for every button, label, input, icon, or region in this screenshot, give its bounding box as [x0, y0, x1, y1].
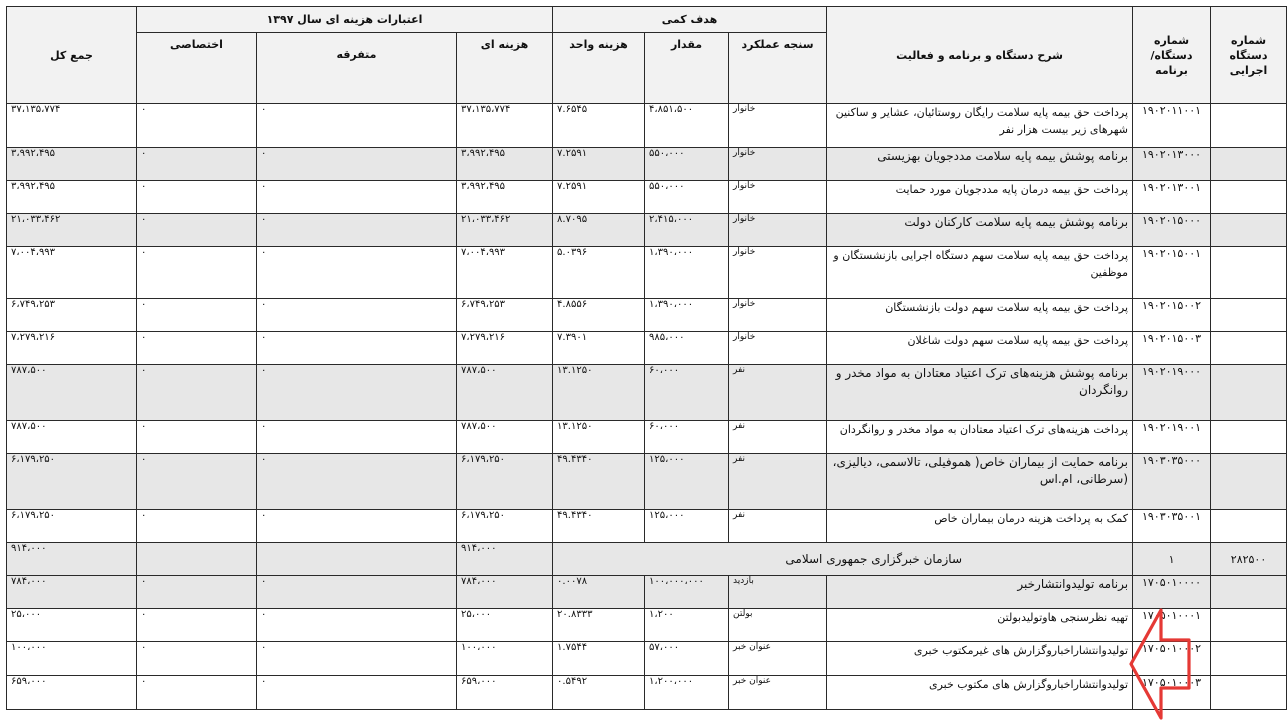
unit-cost-cell: ۲۰.۸۳۳۳	[553, 609, 645, 642]
description-cell: برنامه پوشش بیمه پایه سلامت مددجویان بهزیستی	[827, 148, 1133, 181]
exec-no-cell	[1211, 148, 1287, 181]
table-row	[7, 676, 1287, 710]
total-cell: ۲۱،۰۳۳،۴۶۲	[7, 214, 137, 247]
quantity-cell: ۱،۳۹۰،۰۰۰	[645, 299, 729, 332]
metric-cell: خانوار	[729, 299, 827, 332]
unit-cost-cell: ۱۳.۱۲۵۰	[553, 365, 645, 421]
exclusive-cell: ۰	[137, 214, 257, 247]
exclusive-cell: ۰	[137, 609, 257, 642]
quantity-cell: ۴،۸۵۱،۵۰۰	[645, 104, 729, 148]
device-code-cell: ۱۷۰۵۰۱۰۰۰۳	[1133, 676, 1211, 710]
expense-cell: ۳،۹۹۲،۴۹۵	[457, 148, 553, 181]
total-cell: ۳،۹۹۲،۴۹۵	[7, 181, 137, 214]
total-cell: ۳۷،۱۳۵،۷۷۴	[7, 104, 137, 148]
exec-no-cell	[1211, 181, 1287, 214]
quantity-cell: ۵۵۰،۰۰۰	[645, 181, 729, 214]
total-cell: ۷،۲۷۹،۲۱۶	[7, 332, 137, 365]
unit-cost-cell: ۸.۷۰۹۵	[553, 214, 645, 247]
metric-cell: بازدید	[729, 576, 827, 609]
exec-no-cell	[1211, 247, 1287, 299]
metric-cell: خانوار	[729, 104, 827, 148]
header-target-group: هدف کمی	[553, 7, 827, 33]
quantity-cell: ۱،۳۹۰،۰۰۰	[645, 247, 729, 299]
header-exclusive: اختصاصی	[137, 33, 257, 104]
unit-cost-cell: ۷.۶۵۴۵	[553, 104, 645, 148]
misc-cell	[257, 543, 457, 576]
device-code-cell: ۱۹۰۲۰۱۹۰۰۰	[1133, 365, 1211, 421]
exclusive-cell: ۰	[137, 148, 257, 181]
device-code-cell: ۱۹۰۲۰۱۵۰۰۳	[1133, 332, 1211, 365]
misc-cell: ۰	[257, 299, 457, 332]
misc-cell: ۰	[257, 421, 457, 454]
device-code-cell: ۱۷۰۵۰۱۰۰۰۰	[1133, 576, 1211, 609]
table-row	[7, 299, 1287, 332]
metric-cell: خانوار	[729, 181, 827, 214]
total-cell: ۷،۰۰۴،۹۹۳	[7, 247, 137, 299]
quantity-cell: ۵۷،۰۰۰	[645, 642, 729, 676]
quantity-cell: ۶۰،۰۰۰	[645, 421, 729, 454]
expense-cell: ۷۸۷،۵۰۰	[457, 421, 553, 454]
misc-cell: ۰	[257, 576, 457, 609]
header-exec-no: شماره دستگاه اجرایی	[1211, 7, 1287, 104]
misc-cell: ۰	[257, 609, 457, 642]
expense-cell: ۳۷،۱۳۵،۷۷۴	[457, 104, 553, 148]
exec-no-cell	[1211, 676, 1287, 710]
misc-cell: ۰	[257, 365, 457, 421]
exclusive-cell: ۰	[137, 181, 257, 214]
misc-cell: ۰	[257, 214, 457, 247]
table-row	[7, 181, 1287, 214]
table-row	[7, 247, 1287, 299]
expense-cell: ۶،۷۴۹،۲۵۳	[457, 299, 553, 332]
quantity-cell: ۱،۲۰۰	[645, 609, 729, 642]
misc-cell: ۰	[257, 332, 457, 365]
misc-cell: ۰	[257, 676, 457, 710]
metric-cell: خانوار	[729, 148, 827, 181]
device-code-cell: ۱۹۰۲۰۱۵۰۰۰	[1133, 214, 1211, 247]
exec-no-cell	[1211, 332, 1287, 365]
table-row	[7, 454, 1287, 510]
metric-cell: خانوار	[729, 247, 827, 299]
quantity-cell: ۵۵۰،۰۰۰	[645, 148, 729, 181]
exec-no-cell	[1211, 421, 1287, 454]
expense-cell: ۹۱۴،۰۰۰	[457, 543, 553, 576]
description-cell: سازمان خبرگزاری جمهوری اسلامی	[553, 543, 1133, 576]
quantity-cell: ۲،۴۱۵،۰۰۰	[645, 214, 729, 247]
misc-cell: ۰	[257, 104, 457, 148]
expense-cell: ۱۰۰،۰۰۰	[457, 642, 553, 676]
unit-cost-cell: ۷.۳۹۰۱	[553, 332, 645, 365]
unit-cost-cell: ۱۳.۱۲۵۰	[553, 421, 645, 454]
quantity-cell: ۱،۲۰۰،۰۰۰	[645, 676, 729, 710]
description-cell: پرداخت حق بیمه پایه سلامت سهم دستگاه اجرایی بازنشستگان و موظفین	[827, 247, 1133, 299]
metric-cell: نفر	[729, 365, 827, 421]
total-cell: ۹۱۴،۰۰۰	[7, 543, 137, 576]
total-cell: ۷۸۷،۵۰۰	[7, 365, 137, 421]
total-cell: ۶،۱۷۹،۲۵۰	[7, 454, 137, 510]
table-row	[7, 510, 1287, 543]
exec-no-cell	[1211, 576, 1287, 609]
org-row	[7, 543, 1287, 576]
metric-cell: نفر	[729, 510, 827, 543]
device-code-cell: ۱۹۰۲۰۱۹۰۰۱	[1133, 421, 1211, 454]
exec-no-cell	[1211, 454, 1287, 510]
exclusive-cell: ۰	[137, 676, 257, 710]
unit-cost-cell: ۰.۵۴۹۲	[553, 676, 645, 710]
header-quantity: مقدار	[645, 33, 729, 104]
exclusive-cell: ۰	[137, 365, 257, 421]
metric-cell: خانوار	[729, 332, 827, 365]
device-code-cell: ۱۹۰۲۰۱۳۰۰۱	[1133, 181, 1211, 214]
device-code-cell: ۱۹۰۲۰۱۵۰۰۲	[1133, 299, 1211, 332]
unit-cost-cell: ۴.۸۵۵۶	[553, 299, 645, 332]
expense-cell: ۶۵۹،۰۰۰	[457, 676, 553, 710]
expense-cell: ۷۸۴،۰۰۰	[457, 576, 553, 609]
exclusive-cell: ۰	[137, 421, 257, 454]
unit-cost-cell: ۵.۰۳۹۶	[553, 247, 645, 299]
description-cell: تهیه نظرسنجی هاوتولیدبولتن	[827, 609, 1133, 642]
quantity-cell: ۹۸۵،۰۰۰	[645, 332, 729, 365]
table-body	[7, 104, 1287, 710]
description-cell: کمک به پرداخت هزینه درمان بیماران خاص	[827, 510, 1133, 543]
header-credits-group: اعتبارات هزینه ای سال ۱۳۹۷	[137, 7, 553, 33]
exec-no-cell	[1211, 214, 1287, 247]
exec-no-cell	[1211, 642, 1287, 676]
device-code-cell: ۱۷۰۵۰۱۰۰۰۱	[1133, 609, 1211, 642]
unit-cost-cell: ۱.۷۵۴۴	[553, 642, 645, 676]
description-cell: پرداخت هزینه‌های ترک اعتیاد معتادان به مواد مخدر و روانگردان	[827, 421, 1133, 454]
total-cell: ۶،۷۴۹،۲۵۳	[7, 299, 137, 332]
exec-no-cell	[1211, 609, 1287, 642]
metric-cell: نفر	[729, 454, 827, 510]
table-row	[7, 421, 1287, 454]
table-row	[7, 104, 1287, 148]
description-cell: برنامه حمایت از بیماران خاص( هموفیلی، تالاسمی، دیالیزی، (سرطانی، ام.اس	[827, 454, 1133, 510]
description-cell: برنامه پوشش هزینه‌های ترک اعتیاد معتادان به مواد مخدر و روانگردان	[827, 365, 1133, 421]
exclusive-cell: ۰	[137, 104, 257, 148]
device-code-cell: ۱	[1133, 543, 1211, 576]
expense-cell: ۷۸۷،۵۰۰	[457, 365, 553, 421]
total-cell: ۱۰۰،۰۰۰	[7, 642, 137, 676]
quantity-cell: ۱۲۵،۰۰۰	[645, 454, 729, 510]
unit-cost-cell: ۴۹.۴۳۴۰	[553, 454, 645, 510]
description-cell: تولیدوانتشاراخباروگزارش های غیرمکتوب خبری	[827, 642, 1133, 676]
table-row	[7, 214, 1287, 247]
unit-cost-cell: ۰.۰۰۷۸	[553, 576, 645, 609]
metric-cell: عنوان خبر	[729, 642, 827, 676]
exec-no-cell	[1211, 365, 1287, 421]
expense-cell: ۳،۹۹۲،۴۹۵	[457, 181, 553, 214]
header-device-no: شماره دستگاه/ برنامه	[1133, 7, 1211, 104]
expense-cell: ۷،۰۰۴،۹۹۳	[457, 247, 553, 299]
device-code-cell: ۱۹۰۳۰۳۵۰۰۱	[1133, 510, 1211, 543]
table-row	[7, 365, 1287, 421]
total-cell: ۶۵۹،۰۰۰	[7, 676, 137, 710]
exec-no-cell	[1211, 104, 1287, 148]
left-arrow-icon	[1128, 604, 1192, 724]
exclusive-cell	[137, 543, 257, 576]
header-unit-cost: هزینه واحد	[553, 33, 645, 104]
description-cell: برنامه تولیدوانتشارخبر	[827, 576, 1133, 609]
header-total: جمع کل	[7, 7, 137, 104]
header-expense: هزینه ای	[457, 33, 553, 104]
metric-cell: خانوار	[729, 214, 827, 247]
budget-table	[6, 6, 1287, 710]
unit-cost-cell: ۷.۲۵۹۱	[553, 181, 645, 214]
quantity-cell: ۶۰،۰۰۰	[645, 365, 729, 421]
total-cell: ۷۸۷،۵۰۰	[7, 421, 137, 454]
device-code-cell: ۱۹۰۳۰۳۵۰۰۰	[1133, 454, 1211, 510]
device-code-cell: ۱۹۰۲۰۱۵۰۰۱	[1133, 247, 1211, 299]
expense-cell: ۷،۲۷۹،۲۱۶	[457, 332, 553, 365]
device-code-cell: ۱۹۰۲۰۱۳۰۰۰	[1133, 148, 1211, 181]
unit-cost-cell: ۴۹.۴۳۴۰	[553, 510, 645, 543]
expense-cell: ۲۵،۰۰۰	[457, 609, 553, 642]
exclusive-cell: ۰	[137, 510, 257, 543]
exclusive-cell: ۰	[137, 332, 257, 365]
expense-cell: ۲۱،۰۳۳،۴۶۲	[457, 214, 553, 247]
device-code-cell: ۱۷۰۵۰۱۰۰۰۲	[1133, 642, 1211, 676]
header-description: شرح دستگاه و برنامه و فعالیت	[827, 7, 1133, 104]
exclusive-cell: ۰	[137, 299, 257, 332]
misc-cell: ۰	[257, 642, 457, 676]
device-code-cell: ۱۹۰۲۰۱۱۰۰۱	[1133, 104, 1211, 148]
description-cell: برنامه پوشش بیمه پایه سلامت کارکنان دولت	[827, 214, 1133, 247]
total-cell: ۲۵،۰۰۰	[7, 609, 137, 642]
table-row	[7, 576, 1287, 609]
metric-cell: بولتن	[729, 609, 827, 642]
expense-cell: ۶،۱۷۹،۲۵۰	[457, 510, 553, 543]
exclusive-cell: ۰	[137, 247, 257, 299]
quantity-cell: ۱۰۰،۰۰۰،۰۰۰	[645, 576, 729, 609]
misc-cell: ۰	[257, 181, 457, 214]
unit-cost-cell: ۷.۲۵۹۱	[553, 148, 645, 181]
exec-no-cell	[1211, 299, 1287, 332]
budget-sheet	[6, 6, 1268, 725]
misc-cell: ۰	[257, 148, 457, 181]
table-row	[7, 609, 1287, 642]
misc-cell: ۰	[257, 247, 457, 299]
exec-no-cell: ۲۸۲۵۰۰	[1211, 543, 1287, 576]
table-row	[7, 332, 1287, 365]
total-cell: ۳،۹۹۲،۴۹۵	[7, 148, 137, 181]
description-cell: پرداخت حق بیمه پایه سلامت سهم دولت شاغلان	[827, 332, 1133, 365]
quantity-cell: ۱۲۵،۰۰۰	[645, 510, 729, 543]
total-cell: ۶،۱۷۹،۲۵۰	[7, 510, 137, 543]
total-cell: ۷۸۴،۰۰۰	[7, 576, 137, 609]
expense-cell: ۶،۱۷۹،۲۵۰	[457, 454, 553, 510]
description-cell: پرداخت حق بیمه پایه سلامت رایگان روستائیان، عشایر و ساکنین شهرهای زیر بیست هزار نفر	[827, 104, 1133, 148]
exclusive-cell: ۰	[137, 642, 257, 676]
metric-cell: عنوان خبر	[729, 676, 827, 710]
header-metric: سنجه عملکرد	[729, 33, 827, 104]
header-misc: متفرقه	[257, 33, 457, 104]
table-row	[7, 642, 1287, 676]
description-cell: پرداخت حق بیمه درمان پایه مددجویان مورد حمایت	[827, 181, 1133, 214]
description-cell: پرداخت حق بیمه پایه سلامت سهم دولت بازنشستگان	[827, 299, 1133, 332]
misc-cell: ۰	[257, 510, 457, 543]
table-row	[7, 148, 1287, 181]
misc-cell: ۰	[257, 454, 457, 510]
metric-cell: نفر	[729, 421, 827, 454]
exclusive-cell: ۰	[137, 454, 257, 510]
exec-no-cell	[1211, 510, 1287, 543]
exclusive-cell: ۰	[137, 576, 257, 609]
description-cell: تولیدوانتشاراخباروگزارش های مکتوب خبری	[827, 676, 1133, 710]
